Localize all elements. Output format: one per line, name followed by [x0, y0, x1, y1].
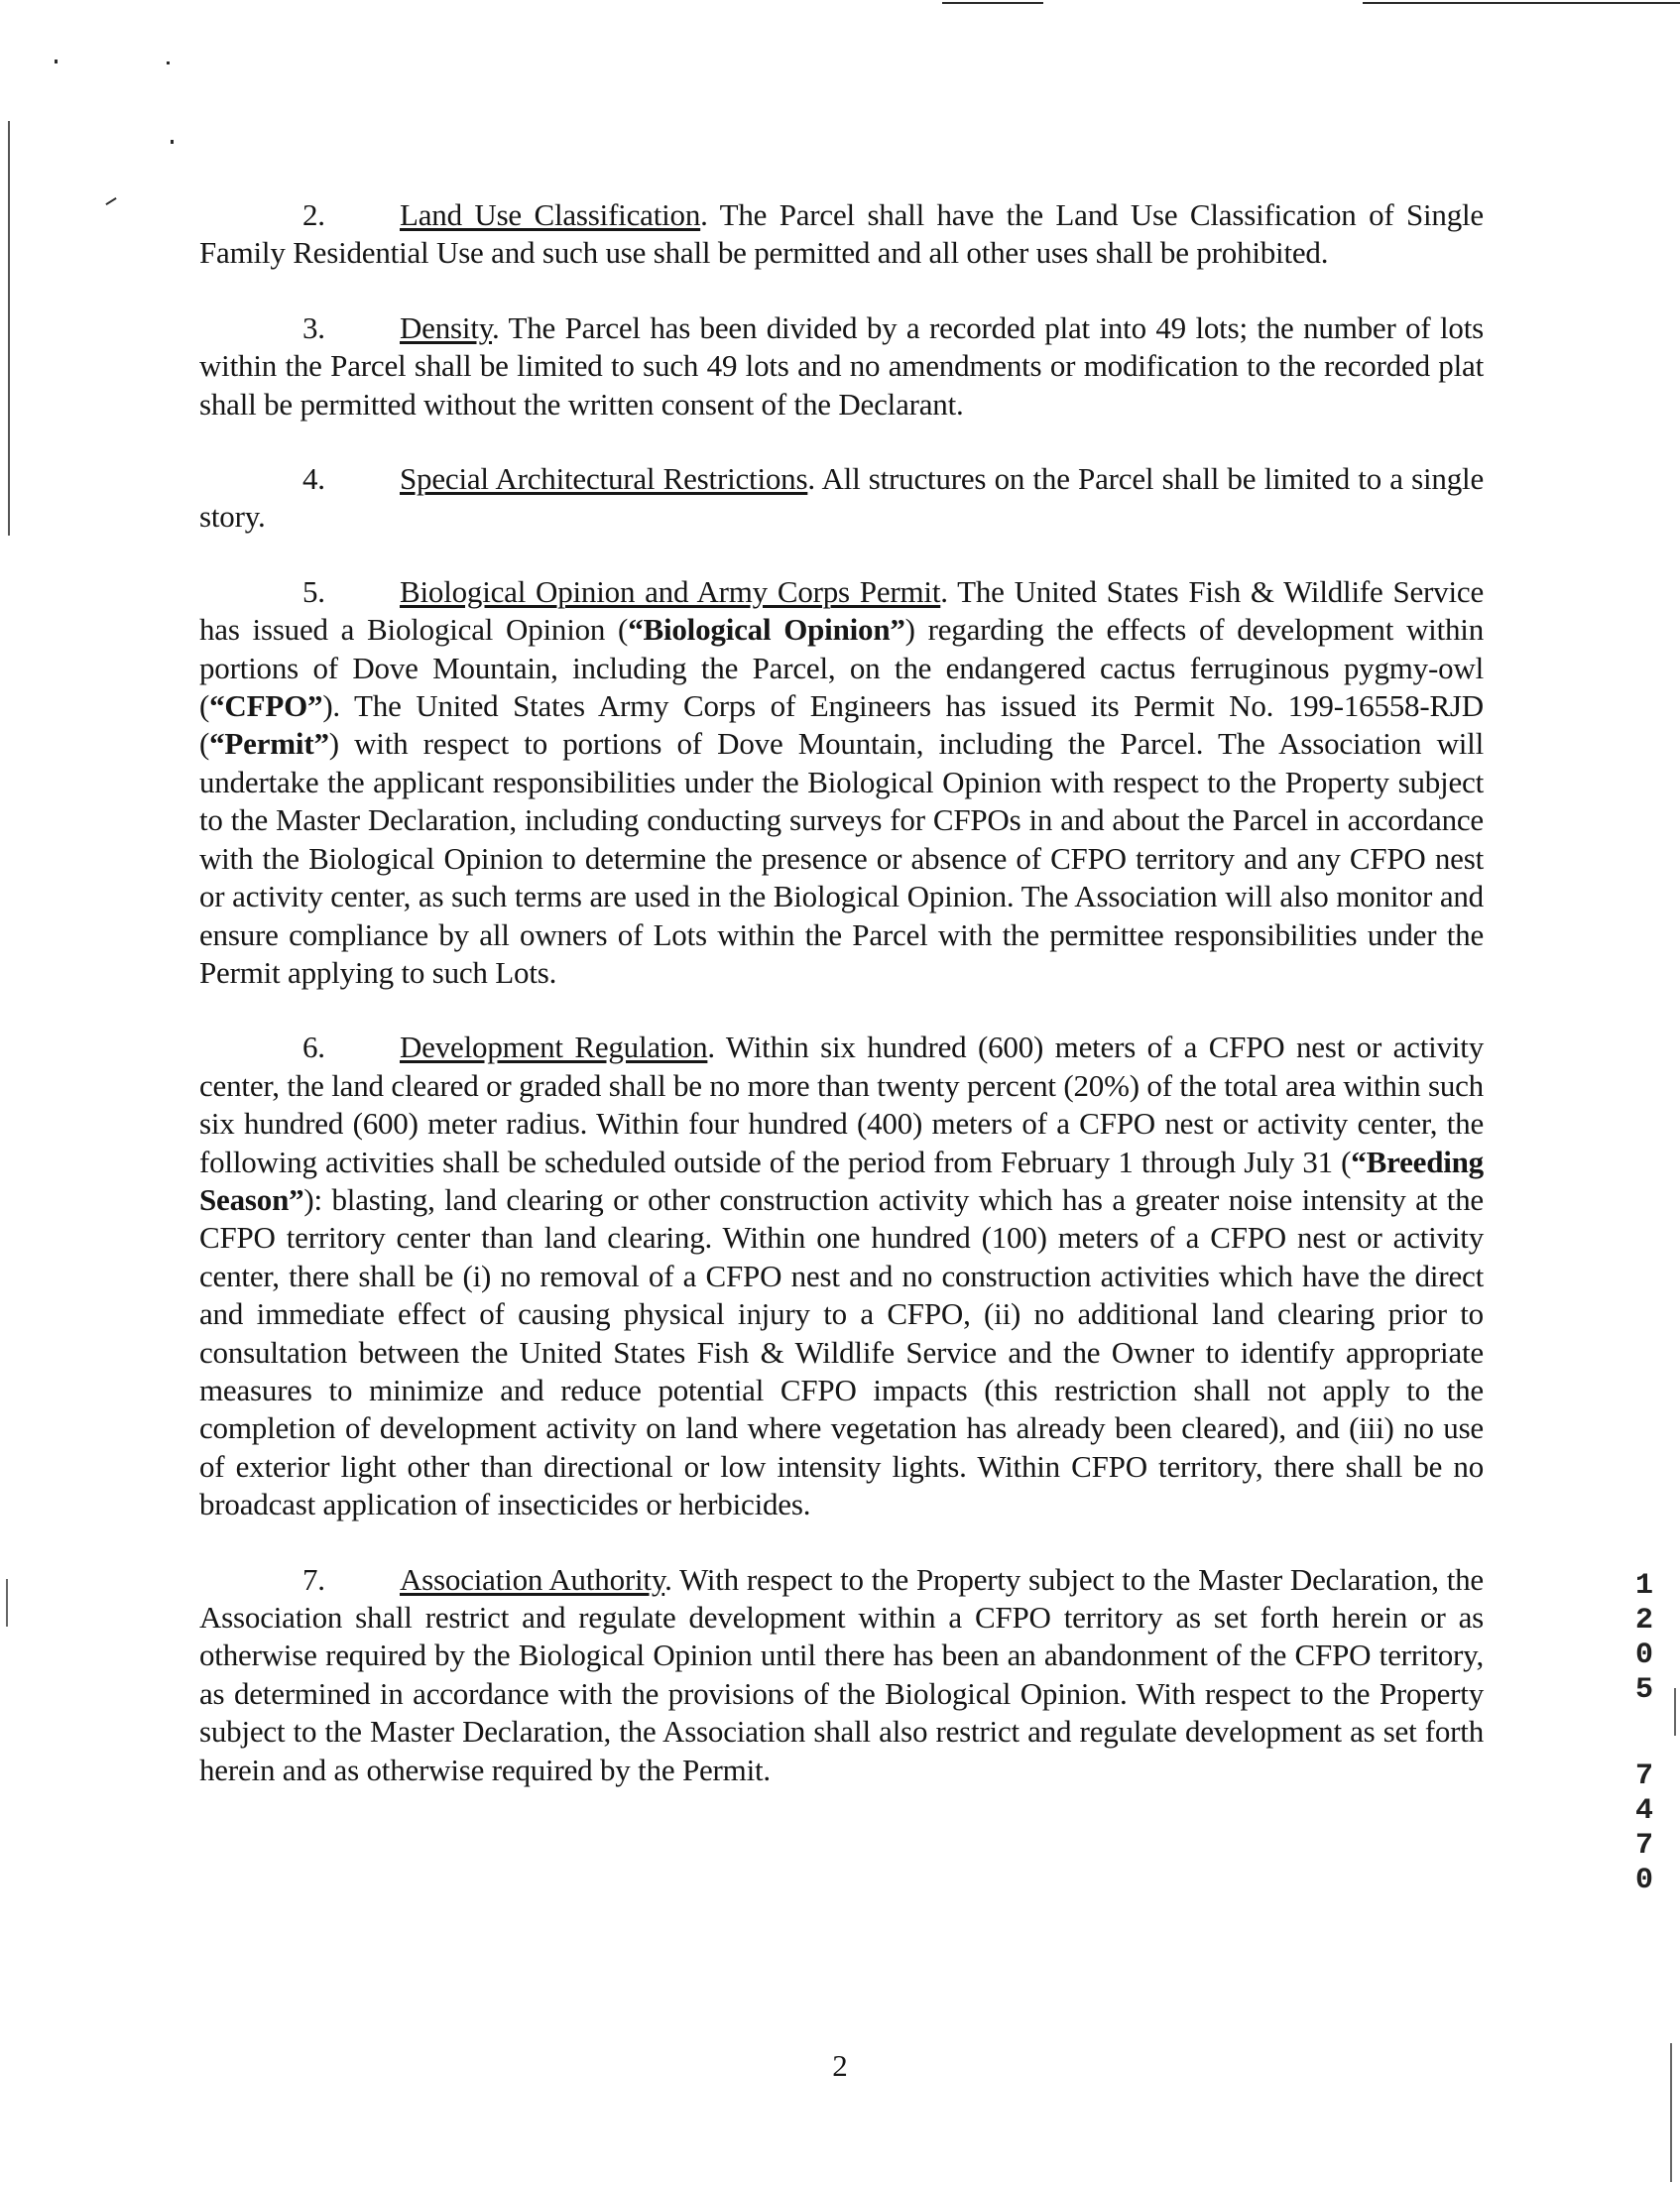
- scan-line-top-2: [1363, 2, 1680, 4]
- paragraph-number: 3.: [302, 309, 325, 345]
- scan-line-right-1: [1674, 1688, 1676, 1736]
- paragraph-heading: Density: [400, 309, 493, 345]
- scan-line-left: [8, 121, 10, 536]
- paragraph-text: ) regarding the effects of development within portions of Dove Mountain, including the Parcel, on the endangered cactus ferruginous pygmy-owl (: [199, 612, 1484, 724]
- document-body: [199, 196, 1484, 1826]
- scan-dot-1: [55, 60, 58, 63]
- paragraph-2: [199, 196, 1484, 273]
- defined-term: “Permit”: [209, 726, 329, 762]
- paragraph-3: [199, 309, 1484, 424]
- paragraph-text: ). The United States Army Corps of Engineers has issued its Permit No. 199-16558-RJD (: [199, 688, 1484, 762]
- paragraph-text: . The United States Fish & Wildlife Service has issued a Biological Opinion (: [199, 573, 1485, 648]
- paragraph-text: ) with respect to portions of Dove Mountain, including the Parcel. The Association will undertake the applicant responsibilities under the Biological Opinion with respect to the Property subject to the Master Declaration, including conducting surveys for CFPOs in and about the Parcel in accordance with the Biological Opinion to determine the presence or absence of CFPO territory and any CFPO nest or activity center, as such terms are used in the Biological Opinion. The Association will also monitor and ensure compliance by all owners of Lots within the Parcel with the permittee responsibilities under the Permit applying to such Lots.: [199, 726, 1484, 990]
- stamp-digit: 1: [1634, 1569, 1653, 1603]
- paragraph-text: . The Parcel shall have the Land Use Classification of Single Family Residential Use and such use shall be permitted and all other uses shall be prohibited.: [199, 197, 1484, 271]
- paragraph-5: [199, 573, 1484, 992]
- paragraph-text: . With respect to the Property subject to the Master Declaration, the Association shall restrict and regulate development within a CFPO territory as set forth herein or as otherwise required by the Biological Opinion until there has been an abandonment of the CFPO territory, as determined in accordance with the provisions of the Biological Opinion. With respect to the Property subject to the Master Declaration, the Association shall also restrict and regulate development as set forth herein and as otherwise required by the Permit.: [199, 1561, 1484, 1787]
- paragraph-heading: Land Use Classification: [400, 197, 701, 232]
- paragraph-heading: Biological Opinion and Army Corps Permit: [400, 573, 941, 609]
- page-number: 2: [832, 2048, 848, 2083]
- scan-tick: [105, 197, 116, 205]
- stamp-digit: 5: [1634, 1673, 1653, 1707]
- paragraph-number: 5.: [302, 573, 325, 609]
- stamp-digit: 0: [1634, 1864, 1653, 1897]
- paragraph-number: 4.: [302, 461, 325, 497]
- stamp-digit: 2: [1634, 1604, 1653, 1638]
- defined-term: “Breeding Season”: [199, 1144, 1484, 1217]
- margin-recording-stamp: [1624, 1569, 1664, 1898]
- paragraph-text: . All structures on the Parcel shall be limited to a single story.: [199, 461, 1485, 535]
- paragraph-7: [199, 1561, 1484, 1789]
- defined-term: “CFPO”: [209, 688, 323, 724]
- paragraph-heading: Development Regulation: [400, 1030, 708, 1065]
- scan-line-top-1: [942, 2, 1043, 4]
- paragraph-heading: Special Architectural Restrictions: [400, 461, 808, 497]
- scan-dot-2: [167, 61, 170, 64]
- paragraph-number: 2.: [302, 197, 325, 232]
- paragraph-text: . The Parcel has been divided by a recorded plat into 49 lots; the number of lots within the Parcel shall be limited to such 49 lots and no amendments or modification to the recorded plat shall be permitted without the written consent of the Declarant.: [199, 309, 1484, 422]
- scan-line-left-lower: [6, 1579, 8, 1627]
- paragraph-4: [199, 460, 1484, 537]
- stamp-digit: 0: [1634, 1639, 1653, 1672]
- stamp-digit: 7: [1634, 1829, 1653, 1863]
- paragraph-number: 7.: [302, 1561, 325, 1597]
- stamp-digit: 7: [1634, 1760, 1653, 1793]
- paragraph-number: 6.: [302, 1030, 325, 1065]
- paragraph-heading: Association Authority: [400, 1561, 665, 1597]
- paragraph-6: [199, 1029, 1484, 1523]
- scan-dot-3: [171, 140, 174, 144]
- defined-term: “Biological Opinion”: [628, 612, 905, 648]
- paragraph-text: . Within six hundred (600) meters of a CFPO nest or activity center, the land cleared or graded shall be no more than twenty percent (20%) of the total area within such six hundred (600) meter radius. Within four hundred (400) meters of a CFPO nest or activity center, the following activities shall be scheduled outside of the period from February 1 through July 31 (: [199, 1030, 1484, 1179]
- stamp-digit: 4: [1634, 1794, 1653, 1828]
- paragraph-text: ): blasting, land clearing or other construction activity which has a greater noise intensity at the CFPO territory center than land clearing. Within one hundred (100) meters of a CFPO nest or activity center, there shall be (i) no removal of a CFPO nest and no construction activities which have the direct and immediate effect of causing physical injury to a CFPO, (ii) no additional land clearing prior to consultation between the United States Fish & Wildlife Service and the Owner to identify appropriate measures to minimize and reduce potential CFPO impacts (this restriction shall not apply to the completion of development activity on land where vegetation has already been cleared), and (iii) no use of exterior light other than directional or low intensity lights. Within CFPO territory, there shall be no broadcast application of insecticides or herbicides.: [199, 1181, 1484, 1522]
